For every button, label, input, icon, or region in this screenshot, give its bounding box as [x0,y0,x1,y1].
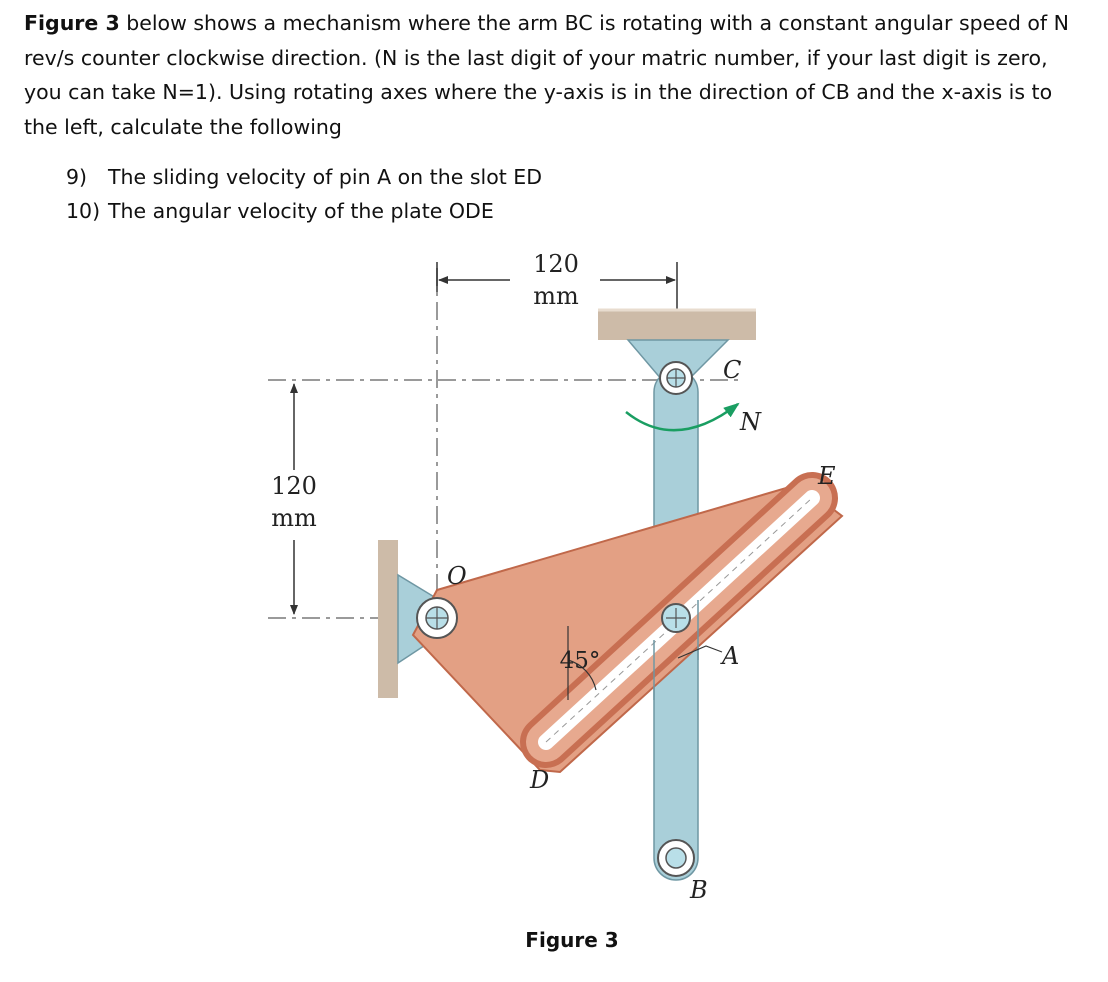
question-text: The sliding velocity of pin A on the slot ED [108,165,543,189]
label-a: A [722,642,740,670]
question-text: The angular velocity of the plate ODE [108,199,494,223]
pin-a [662,604,690,632]
dim-vertical-unit: mm [271,504,317,532]
label-b: B [690,876,708,904]
question-number: 10) [66,199,101,223]
label-e: E [818,462,836,490]
plate-ode [413,484,842,772]
question-number: 9) [66,165,88,189]
dim-horizontal-unit: mm [533,282,579,310]
dim-horizontal-value: 120 [533,250,579,278]
ceiling-block [598,310,756,340]
wall-block [378,540,398,698]
label-o: O [447,562,467,590]
dim-vertical-value: 120 [271,472,317,500]
figure-reference: Figure 3 [24,11,120,35]
pin-b [658,840,694,876]
label-c: C [723,356,742,384]
angle-label: 45° [559,648,601,674]
label-d: D [530,766,550,794]
label-n: N [740,408,761,436]
problem-text: below shows a mechanism where the arm BC is rotating with a constant angular speed of N rev/s counter clockwise direction. (N is the last digit of your matric number, if your last digit is zero, you can take N=1). Using rotating axes where the y-axis is in the direction of CB and the x-axis is to the left, calculate the following [24,11,1069,139]
pin-o [417,598,457,638]
pin-c [660,362,692,394]
figure-caption: Figure 3 [525,928,619,952]
